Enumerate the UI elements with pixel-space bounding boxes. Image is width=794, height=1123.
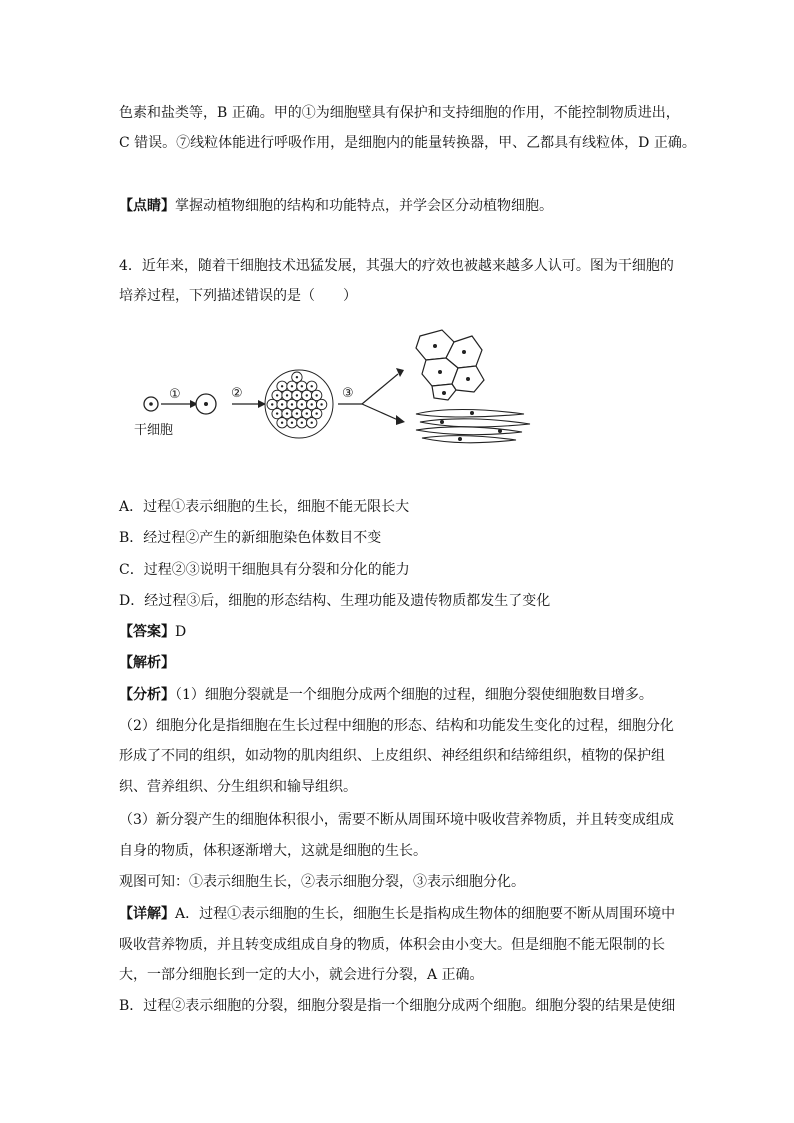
answer-line (119, 622, 186, 642)
analysis-line: 自身的物质，体积逐渐增大，这就是细胞的生长。 (119, 843, 427, 859)
cluster-cell-nucleus (286, 412, 288, 414)
dianjing-text: 掌握动植物细胞的结构和功能特点，并学会区分动植物细胞。 (175, 198, 553, 214)
cluster-cell-nucleus (301, 403, 303, 405)
paragraph-line: 色素和盐类等，B 正确。甲的①为细胞壁具有保护和支持细胞的作用，不能控制物质进出， (119, 105, 680, 121)
step-3-label: ③ (342, 386, 354, 401)
cluster-cell-nucleus (301, 385, 303, 387)
analysis-line: （2）细胞分化是指细胞在生长过程中细胞的形态、结构和功能发生变化的过程，细胞分化 (119, 718, 674, 734)
cluster-cell-nucleus (296, 412, 298, 414)
answer-label: 【答案】 (119, 624, 175, 640)
cell-cluster (265, 370, 333, 438)
detail-line: 大，一部分细胞长到一定的大小，就会进行分裂，A 正确。 (119, 967, 484, 983)
cluster-cell-nucleus (306, 394, 308, 396)
cluster-cell-nucleus (281, 403, 283, 405)
step-1-label: ① (169, 387, 181, 402)
detail-line: 【详解】A．过程①表示细胞的生长，细胞生长是指构成生物体的细胞要不断从周围环境中 (119, 906, 676, 922)
cluster-cell-nucleus (291, 385, 293, 387)
answer-value: D (175, 624, 187, 640)
muscle-tissue (416, 410, 530, 443)
cluster-cell-nucleus (271, 403, 273, 405)
cluster-cell-nucleus (315, 412, 317, 414)
cluster-cell-nucleus (276, 412, 278, 414)
option-b: B．经过程②产生的新细胞染色体数目不变 (119, 530, 382, 546)
cluster-cell-nucleus (311, 403, 313, 405)
cluster-cell-nucleus (291, 422, 293, 424)
cluster-cell-nucleus (306, 412, 308, 414)
detail-line: 吸收营养物质，并且转变成组成自身的物质，体积会由小变大。但是细胞不能无限制的长 (119, 937, 665, 953)
option-d: D．经过程③后，细胞的形态结构、生理功能及遗传物质都发生了变化 (119, 593, 551, 609)
analysis-line: （3）新分裂产生的细胞体积很小，需要不断从周围环境中吸收营养物质，并且转变成组成 (119, 812, 674, 828)
cluster-cell-nucleus (315, 394, 317, 396)
cluster-cell-nucleus (311, 385, 313, 387)
cluster-cell-nucleus (296, 376, 298, 378)
dianjing-label: 【点睛】 (119, 198, 175, 214)
cluster-cell-nucleus (311, 422, 313, 424)
fenxi-label: 【分析】 (119, 687, 175, 703)
analysis-line: 观图可知：①表示细胞生长，②表示细胞分裂，③表示细胞分化。 (119, 874, 525, 890)
stem-cell-diagram (120, 318, 540, 452)
stem-cell-label: 干细胞 (134, 423, 174, 438)
cluster-cell-nucleus (291, 403, 293, 405)
arrow-3-down-icon (396, 415, 405, 425)
paragraph-line: C 错误。⑦线粒体能进行呼吸作用，是细胞内的能量转换器，甲、乙都具有线粒体，D 正确。 (119, 135, 696, 151)
analysis-line: 形成了不同的组织，如动物的肌肉组织、上皮组织、神经组织和结缔组织，植物的保护组 (119, 748, 665, 764)
option-a: A．过程①表示细胞的生长，细胞不能无限长大 (119, 499, 410, 515)
question-4-line: 4．近年来，随着干细胞技术迅猛发展，其强大的疗效也被越来越多人认可。图为干细胞的 (119, 258, 674, 274)
arrow-3-up-icon (396, 368, 404, 377)
xiangjie-label: 【详解】 (119, 906, 175, 922)
cluster-cell-nucleus (301, 422, 303, 424)
step-2-label: ② (231, 386, 243, 401)
cluster-cell-nucleus (281, 385, 283, 387)
cluster-cell-nucleus (276, 394, 278, 396)
analysis-line: 织、营养组织、分生组织和输导组织。 (119, 779, 357, 795)
dianjing-paragraph (119, 196, 553, 216)
cluster-cell-nucleus (320, 403, 322, 405)
analysis-line: 【分析】（1）细胞分裂就是一个细胞分成两个细胞的过程，细胞分裂使细胞数目增多。 (119, 687, 653, 703)
question-4-line: 培养过程，下列描述错误的是（ ） (119, 288, 357, 304)
cluster-cell-nucleus (286, 394, 288, 396)
analysis-label: 【解析】 (119, 655, 175, 671)
cluster-cell-nucleus (281, 422, 283, 424)
epithelial-tissue (416, 330, 484, 400)
option-c: C．过程②③说明干细胞具有分裂和分化的能力 (119, 562, 410, 578)
detail-line: B．过程②表示细胞的分裂，细胞分裂是指一个细胞分成两个细胞。细胞分裂的结果是使细 (119, 998, 676, 1014)
cluster-cell-nucleus (296, 394, 298, 396)
